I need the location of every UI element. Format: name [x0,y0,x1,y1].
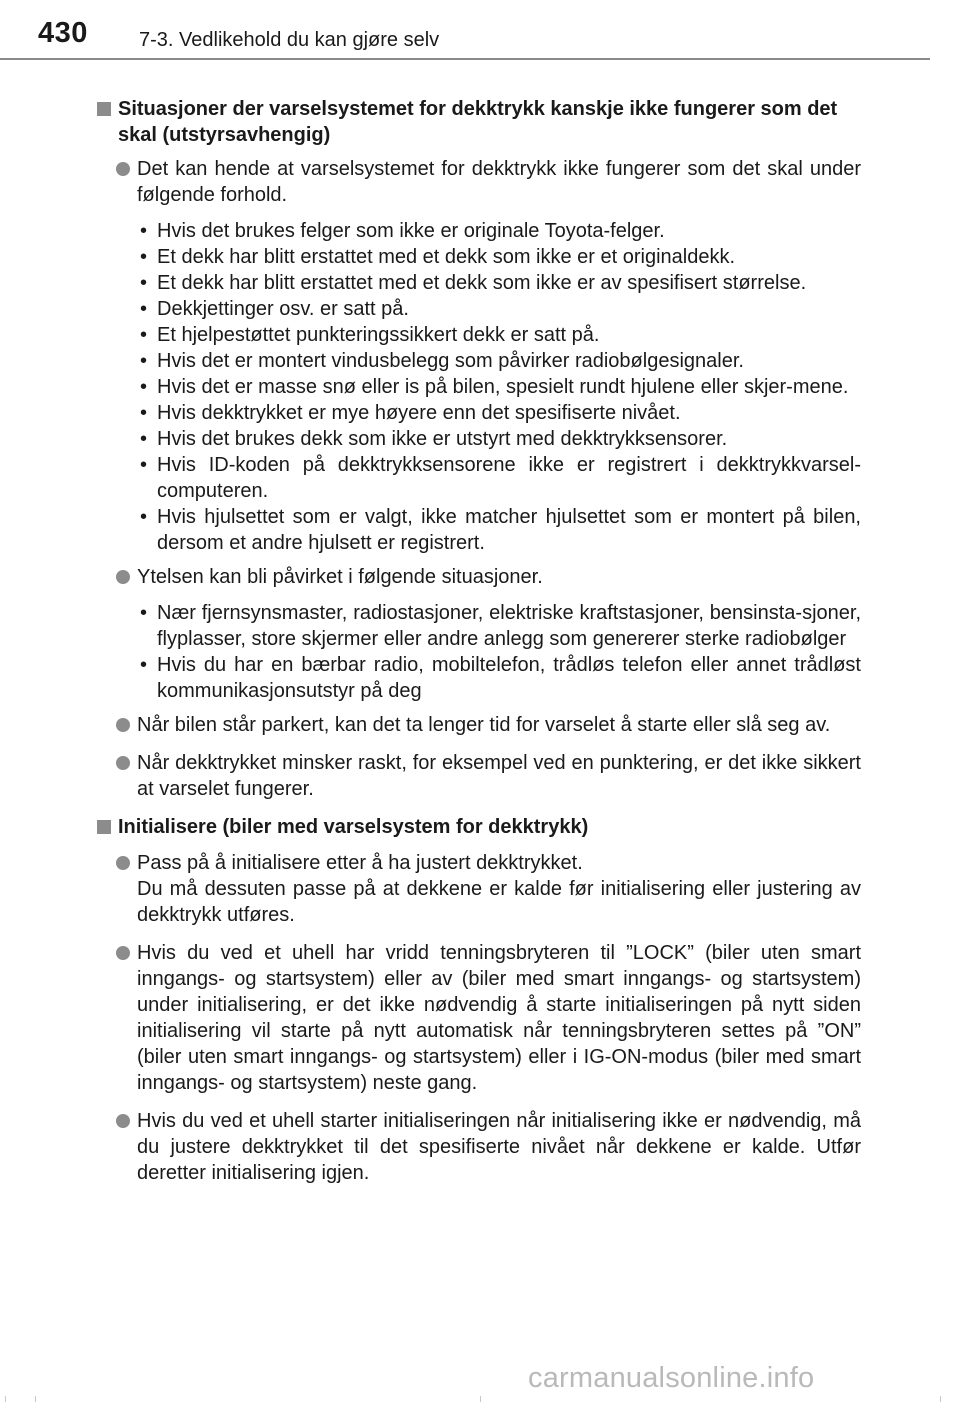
list-item [97,504,861,556]
bullet-mark: • [140,428,148,450]
paragraph-text: Hvis du ved et uhell har vridd tenningsbryteren til ”LOCK” (biler uten smart inngangs- og startsystem) eller av (biler med smart inngangs- og startsystem) under initialisering, er det ikke nødvendig å starte initialiseringen på nytt siden initialisering vil starte på nytt automatisk når tenningsbryteren settes på ”ON” (biler uten smart inngangs- og startsystem) eller i IG-ON-modus (biler med smart inngangs- og startsystem) neste gang. [137,942,861,1094]
list-item-text: Hvis dekktrykket er mye høyere enn det spesifiserte nivået. [157,402,681,424]
list-item [97,600,861,652]
list-item-text: Hvis det brukes felger som ikke er originale Toyota-felger. [157,220,665,242]
circle-bullet-icon [116,570,130,584]
list-item-text: Hvis ID-koden på dekktrykksensorene ikke er registrert i dekktrykkvarsel-computeren. [157,454,861,502]
bullet-mark: • [140,454,148,476]
list-item-text: Dekkjettinger osv. er satt på. [157,298,409,320]
list-item-text: Hvis du har en bærbar radio, mobiltelefon, trådløs telefon eller annet trådløst kommunikasjonsutstyr på deg [157,654,861,702]
paragraph [97,750,861,802]
bullet-mark: • [140,246,148,268]
circle-bullet-icon [116,756,130,770]
list-item-text: Et hjelpestøttet punkteringssikkert dekk er satt på. [157,324,600,346]
bullet-mark: • [140,350,148,372]
bullet-mark: • [140,654,148,676]
bullet-mark: • [140,506,148,528]
page-content [97,96,861,1186]
list-item [97,348,861,374]
paragraph [97,1108,861,1186]
paragraph [97,564,861,590]
list-item-text: Hvis det er masse snø eller is på bilen, spesielt rundt hjulene eller skjer-mene. [157,376,849,398]
bullet-mark: • [140,376,148,398]
paragraph-text: Hvis du ved et uhell starter initialiseringen når initialisering ikke er nødvendig, må du justere dekktrykket til det spesifiserte nivået når dekkene er kalde. Utfør deretter initialisering igjen. [137,1110,861,1184]
crop-mark [35,1396,36,1402]
circle-bullet-icon [116,856,130,870]
list-item [97,426,861,452]
paragraph [97,156,861,208]
bullet-mark: • [140,324,148,346]
bullet-list [97,600,861,704]
crop-mark [5,1396,6,1402]
list-item-text: Et dekk har blitt erstattet med et dekk som ikke er av spesifisert størrelse. [157,272,807,294]
list-item-text: Et dekk har blitt erstattet med et dekk som ikke er et originaldekk. [157,246,736,268]
list-item [97,652,861,704]
crop-mark [480,1396,481,1402]
circle-bullet-icon [116,718,130,732]
list-item [97,374,861,400]
list-item [97,270,861,296]
list-item [97,322,861,348]
bullet-mark: • [140,402,148,424]
bullet-mark: • [140,220,148,242]
bullet-mark: • [140,602,148,624]
section-heading-tpms-limitations [97,96,861,148]
paragraph-line: Du må dessuten passe på at dekkene er kalde før initialisering eller justering av dekktrykk utføres. [137,878,861,926]
paragraph-text: Det kan hende at varselsystemet for dekktrykk ikke fungerer som det skal under følgende forhold. [137,158,861,206]
list-item-text: Hvis det brukes dekk som ikke er utstyrt med dekktrykksensorer. [157,428,728,450]
circle-bullet-icon [116,946,130,960]
section-title: 7-3. Vedlikehold du kan gjøre selv [139,29,440,51]
list-item [97,218,861,244]
paragraph [97,850,861,928]
bullet-mark: • [140,298,148,320]
circle-bullet-icon [116,162,130,176]
page-number: 430 [38,17,88,49]
heading-text: Situasjoner der varselsystemet for dekktrykk kanskje ikke fungerer som det skal (utstyrsavhengig) [118,98,838,146]
square-bullet-icon [97,102,111,116]
list-item [97,452,861,504]
bullet-list [97,218,861,556]
paragraph [97,940,861,1096]
list-item-text: Hvis det er montert vindusbelegg som påvirker radiobølgesignaler. [157,350,744,372]
page-header [0,0,960,82]
circle-bullet-icon [116,1114,130,1128]
paragraph-text: Ytelsen kan bli påvirket i følgende situasjoner. [137,566,543,588]
bullet-mark: • [140,272,148,294]
header-divider [0,58,930,60]
section-heading-initialize [97,814,861,840]
list-item-text: Nær fjernsynsmaster, radiostasjoner, elektriske kraftstasjoner, bensinsta-sjoner, flyplasser, store skjermer eller andre anlegg som genererer sterke radiobølger [157,602,861,650]
list-item [97,244,861,270]
crop-mark [940,1396,941,1402]
watermark: carmanualsonline.info [528,1362,815,1394]
heading-text: Initialisere (biler med varselsystem for dekktrykk) [118,816,589,838]
list-item [97,296,861,322]
square-bullet-icon [97,820,111,834]
paragraph-text: Når dekktrykket minsker raskt, for eksempel ved en punktering, er det ikke sikkert at varselet fungerer. [137,752,861,800]
paragraph [97,712,861,738]
list-item [97,400,861,426]
list-item-text: Hvis hjulsettet som er valgt, ikke matcher hjulsettet som er montert på bilen, dersom et andre hjulsett er registrert. [157,506,861,554]
paragraph-text: Når bilen står parkert, kan det ta lenger tid for varselet å starte eller slå seg av. [137,714,831,736]
paragraph-line: Pass på å initialisere etter å ha justert dekktrykket. [137,852,583,874]
